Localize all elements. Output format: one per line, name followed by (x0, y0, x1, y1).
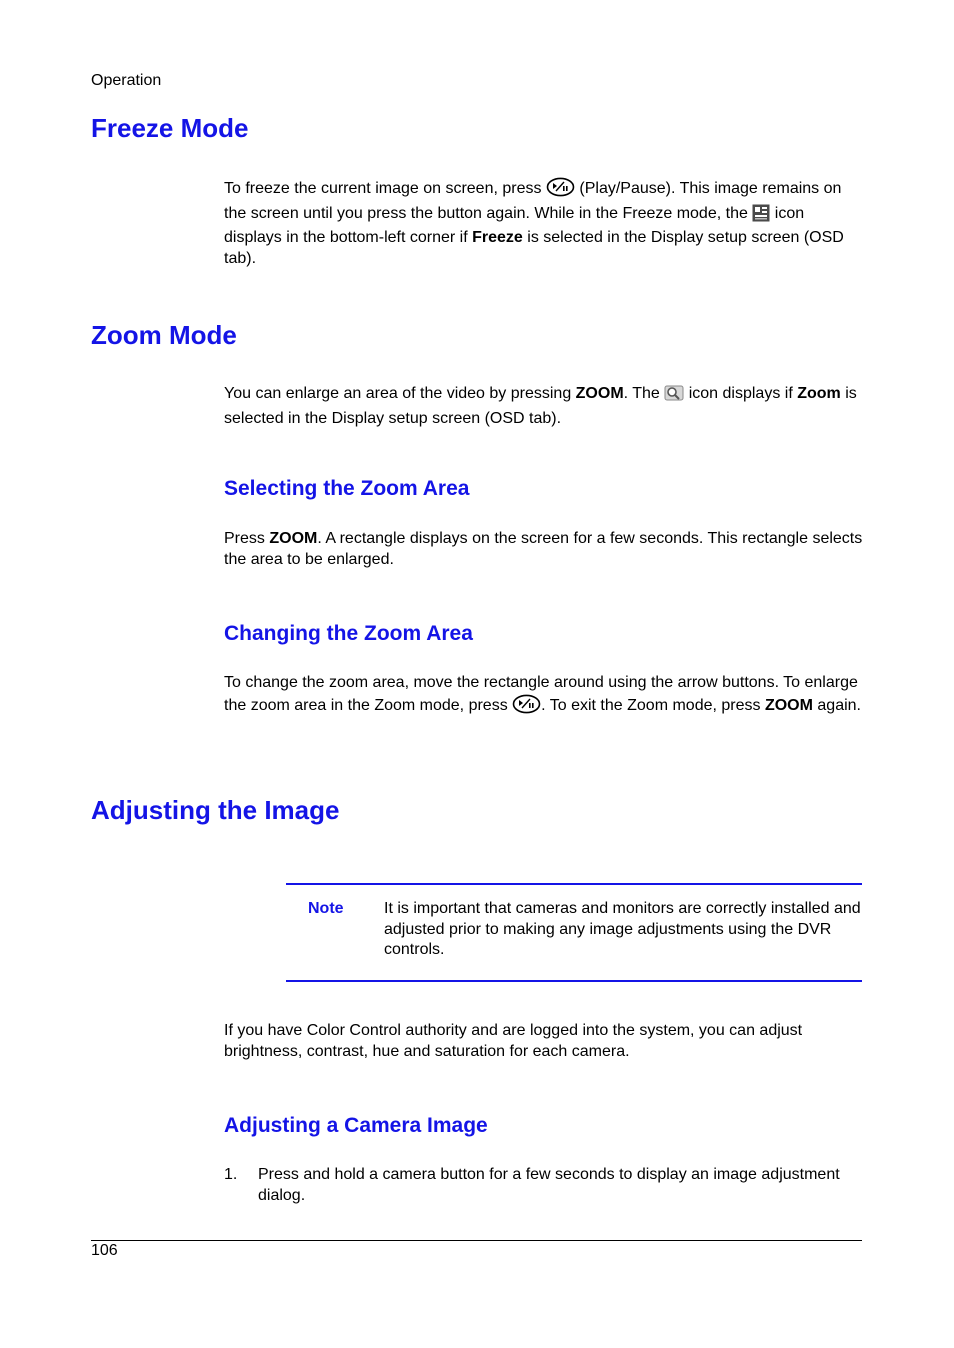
adjusting-image-paragraph: If you have Color Control authority and are logged into the system, you can adjust brightness, contrast, hue and saturation for each camera. (224, 1022, 803, 1060)
footer-rule (91, 1240, 862, 1241)
zoom-text-3: icon displays if (684, 385, 798, 402)
zoom-bold-1: ZOOM (575, 385, 624, 402)
zoom-text-4: is selected in the Display setup screen (OSD tab). (224, 385, 857, 427)
note-text: It is important that cameras and monitors are correctly installed and adjusted prior to making any image adjustments using the DVR controls. (384, 900, 861, 958)
play-pause-icon (512, 694, 541, 721)
zoom-icon (664, 384, 684, 409)
note-top-rule (286, 883, 862, 885)
step-1-text: Press and hold a camera button for a few seconds to display an image adjustment dialog. (258, 1166, 840, 1204)
selecting-text-1: Press (224, 530, 270, 547)
freeze-bold: Freeze (472, 229, 523, 246)
page-number: 106 (91, 1242, 118, 1259)
changing-text-3: again. (812, 696, 861, 714)
zoom-mode-heading: Zoom Mode (91, 320, 237, 350)
selecting-bold: ZOOM (269, 530, 318, 547)
zoom-mode-paragraph (224, 384, 864, 429)
zoom-text-2: . The (623, 385, 665, 402)
freeze-text-2: (Play/Pause). This image remains on the screen until you press the button again. While in the Freeze mode, the (224, 180, 842, 222)
changing-zoom-area-heading: Changing the Zoom Area (224, 622, 473, 645)
changing-zoom-area-paragraph (224, 673, 864, 720)
selecting-text-2: . A rectangle displays on the screen for a few seconds. This rectangle selects the area to be enlarged. (224, 530, 863, 568)
changing-bold: ZOOM (764, 696, 813, 714)
note-bottom-rule (286, 980, 862, 982)
freeze-text-1: To freeze the current image on screen, press (224, 180, 546, 197)
freeze-text-4: is selected in the Display setup screen (OSD tab). (224, 229, 844, 267)
freeze-text-3: icon displays in the bottom-left corner if (224, 204, 805, 246)
freeze-mode-paragraph (224, 177, 864, 269)
adjusting-camera-image-heading: Adjusting a Camera Image (224, 1114, 488, 1137)
step-1-number: 1. (224, 1166, 238, 1183)
freeze-icon (752, 204, 770, 229)
selecting-zoom-area-paragraph (224, 529, 864, 570)
zoom-text-1: You can enlarge an area of the video by pressing (224, 385, 576, 402)
freeze-mode-heading: Freeze Mode (91, 113, 249, 143)
selecting-zoom-area-heading: Selecting the Zoom Area (224, 477, 470, 500)
running-header: Operation (91, 72, 162, 89)
note-label: Note (308, 900, 344, 917)
play-pause-icon (546, 177, 575, 204)
adjusting-image-heading: Adjusting the Image (91, 795, 340, 825)
changing-text-1: To change the zoom area, move the rectangle around using the arrow buttons. To enlarge the zoom area in the Zoom mode, press (224, 674, 858, 714)
zoom-bold-2: Zoom (797, 385, 841, 402)
changing-text-2: . To exit the Zoom mode, press (541, 696, 765, 714)
